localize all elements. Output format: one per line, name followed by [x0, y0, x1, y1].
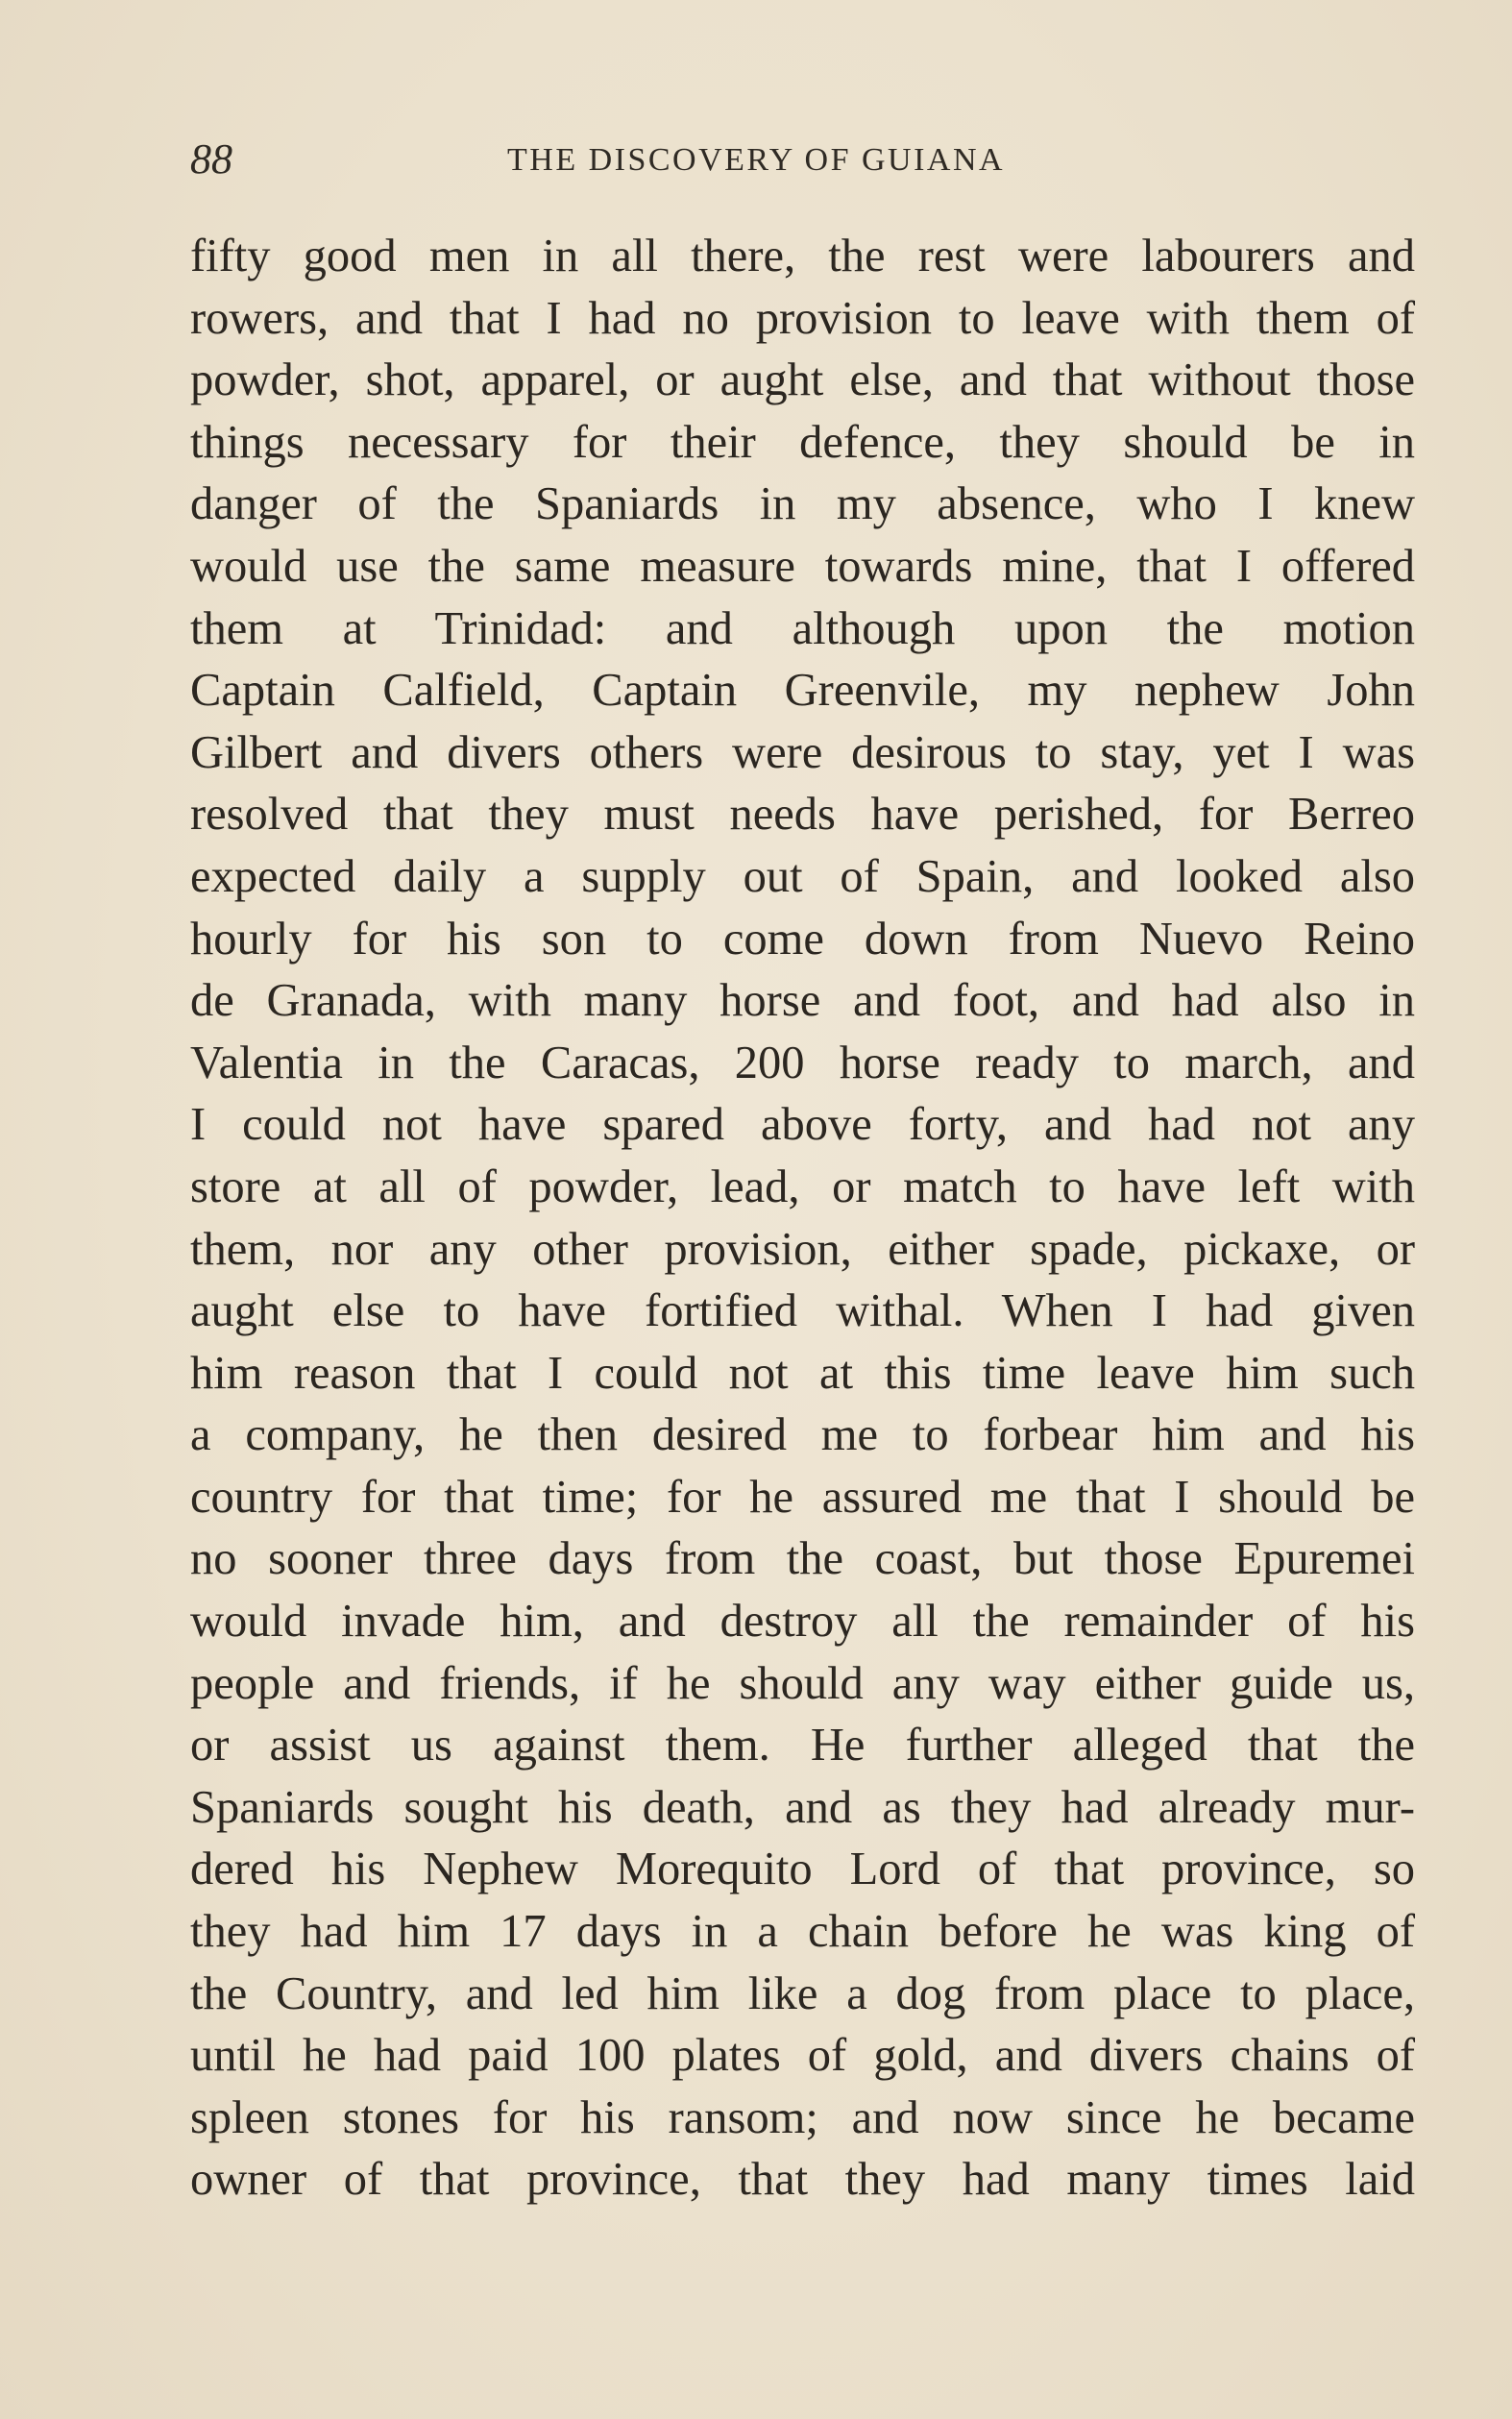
text-line: powder, shot, apparel, or aught else, and that without those — [190, 354, 1415, 406]
text-line: would invade him, and destroy all the remainder of his — [190, 1596, 1415, 1648]
text-line: expected daily a supply out of Spain, and looked also — [190, 850, 1415, 902]
text-line: Valentia in the Caracas, 200 horse ready to march, and — [190, 1037, 1415, 1088]
text-line: dered his Nephew Morequito Lord of that province, so — [190, 1844, 1415, 1895]
text-line: aught else to have fortified withal. When I had given — [190, 1285, 1415, 1337]
text-line: danger of the Spaniards in my absence, who I knew — [190, 478, 1415, 530]
text-line: they had him 17 days in a chain before he was king of — [190, 1906, 1415, 1958]
text-line: country for that time; for he assured me that I should be — [190, 1471, 1415, 1523]
text-line: store at all of powder, lead, or match to have left with — [190, 1161, 1415, 1212]
text-line: no sooner three days from the coast, but those Epuremei — [190, 1533, 1415, 1585]
text-line: or assist us against them. He further alleged that the — [190, 1720, 1415, 1771]
page-header — [190, 134, 1420, 192]
running-title: THE DISCOVERY OF GUIANA — [507, 142, 1006, 178]
page-number: 88 — [190, 135, 232, 183]
text-line: spleen stones for his ransom; and now since he became — [190, 2091, 1415, 2143]
text-line: people and friends, if he should any way either guide us, — [190, 1657, 1415, 1709]
text-line: owner of that province, that they had many times laid — [190, 2154, 1415, 2206]
text-line: them at Trinidad: and although upon the motion — [190, 602, 1415, 654]
text-line: Spaniards sought his death, and as they had already mur- — [190, 1781, 1415, 1833]
text-line: Gilbert and divers others were desirous to stay, yet I was — [190, 726, 1415, 778]
text-line: things necessary for their defence, they should be in — [190, 416, 1415, 468]
text-line: Captain Calfield, Captain Greenvile, my nephew John — [190, 665, 1415, 717]
text-line: would use the same measure towards mine, that I offered — [190, 540, 1415, 592]
text-line: rowers, and that I had no provision to leave with them of — [190, 292, 1415, 344]
text-line: until he had paid 100 plates of gold, and divers chains of — [190, 2030, 1415, 2082]
text-line: fifty good men in all there, the rest were labourers and — [190, 231, 1415, 281]
text-line: de Granada, with many horse and foot, and had also in — [190, 975, 1415, 1027]
text-line: resolved that they must needs have perished, for Berreo — [190, 789, 1415, 841]
text-line: hourly for his son to come down from Nuevo Reino — [190, 913, 1415, 965]
text-line: them, nor any other provision, either spade, pickaxe, or — [190, 1223, 1415, 1275]
text-line: I could not have spared above forty, and had not any — [190, 1099, 1415, 1151]
text-line: the Country, and led him like a dog from place to place, — [190, 1967, 1415, 2019]
text-line: him reason that I could not at this time leave him such — [190, 1347, 1415, 1399]
body-text — [190, 226, 1415, 2211]
text-line: a company, he then desired me to forbear him and his — [190, 1409, 1415, 1461]
